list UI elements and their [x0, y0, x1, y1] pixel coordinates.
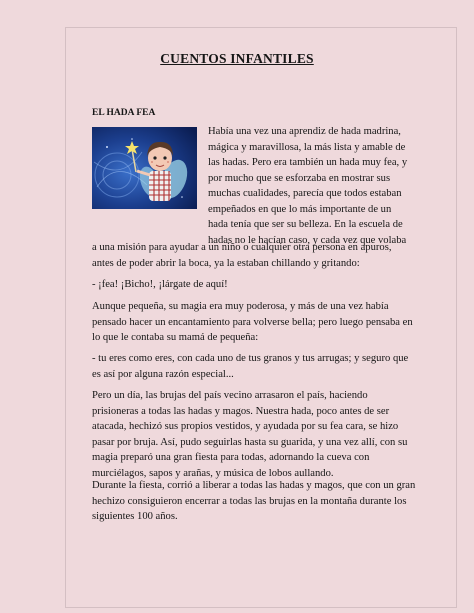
text-line: a una misión para ayudar a un niño o cualquier otra persona en apuros, [92, 242, 392, 253]
text-line: Había una vez una aprendiz de hada madrina, [208, 126, 401, 137]
text-line: Aunque pequeña, su magia era muy poderosa, y más de una vez había [92, 301, 389, 312]
text-line: Durante la fiesta, corrió a liberar a todas las hadas y magos, que con un gran [92, 480, 416, 491]
text-line: las hadas. Pero era también un hada muy fea, y [208, 157, 408, 168]
text-line: siguientes 100 años. [92, 511, 178, 522]
text-line: pasar por bruja. Así, pudo seguirlas hasta su guarida, y una vez allí, con su [92, 436, 408, 448]
text-line: magia preparó una gran fiesta para todas, adornando la cueva con [92, 452, 370, 463]
text-line: hadas no le hacían caso, y cada vez que volaba [208, 234, 407, 246]
text-line: antes de poder abrir la boca, ya la estaban chillando y gritando: [92, 257, 360, 269]
text-line: prisioneras a todas las hadas y magos. Nuestra hada, poco antes de ser [92, 405, 390, 417]
text-line: empeñados en que lo más importante de un [208, 203, 392, 215]
story-heading: EL HADA FEA [92, 108, 156, 118]
text-line: Pero un día, las brujas del país vecino arrasaron el país, haciendo [92, 390, 368, 401]
text-line: - tu eres como eres, con cada uno de tus granos y tus arrugas; y seguro que [92, 353, 409, 364]
text-line: por mucho que se esforzaba en mostrar sus [208, 172, 391, 184]
text-line: lo que le contaba su mamá de pequeña: [92, 332, 259, 343]
text-line: atacada, hechizó sus propios vestidos, y ayudada por su fea cara, se hizo [92, 421, 399, 432]
text-line: mágica y maravillosa, la más lista y amable de [208, 141, 406, 153]
text-line: murciélagos, sapos y arañas, y música de lobos aullando. [92, 467, 334, 479]
text-line: es así por alguna razón especial... [92, 368, 234, 380]
page-title: CUENTOS INFANTILES [160, 51, 314, 66]
text-line: muchas cualidades, parecía que todos estaban [208, 188, 402, 199]
text-line: - ¡fea! ¡Bicho!, ¡lárgate de aquí! [92, 279, 228, 290]
text-line: hada tenía que ser su belleza. En la escuela de [208, 219, 403, 230]
fairy-illustration [92, 127, 197, 209]
text-line: hechizo consiguieron encerrar a todas las brujas en la montaña durante los [92, 495, 407, 507]
text-line: pensado hacer un encantamiento para volverse bella; pero luego pensaba en [92, 316, 413, 328]
